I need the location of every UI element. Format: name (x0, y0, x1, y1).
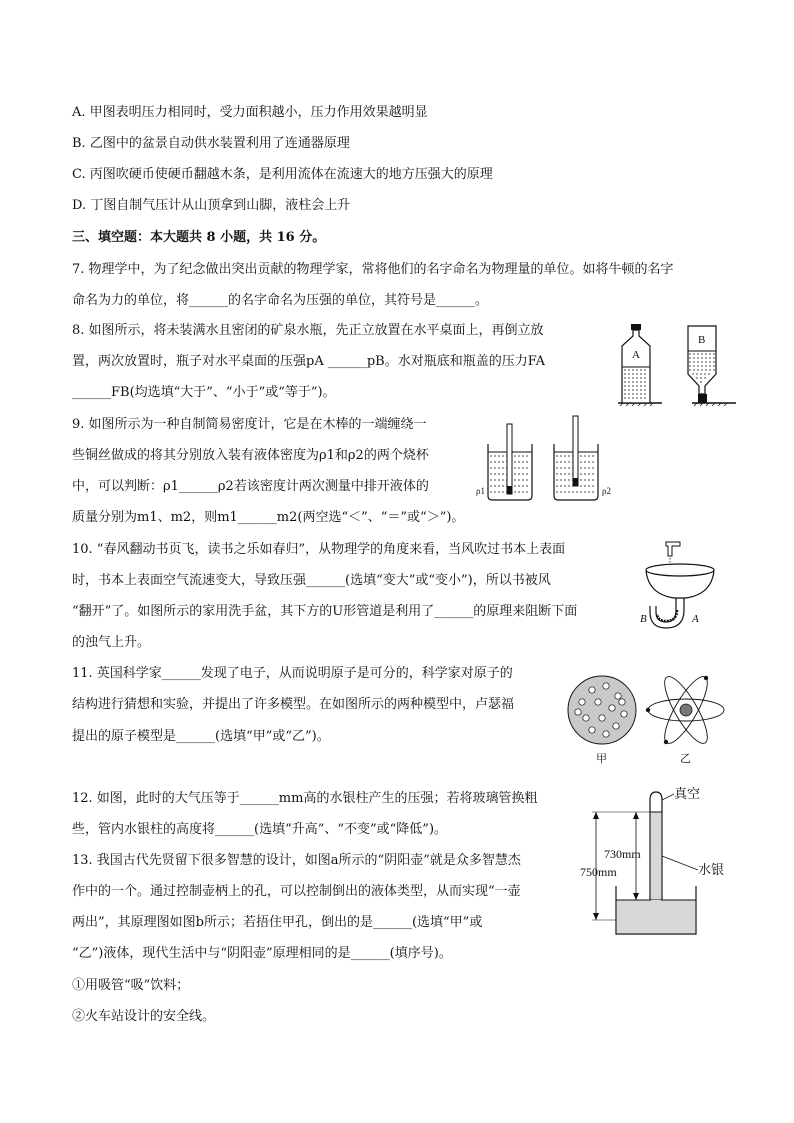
q9-line4: 质量分别为m1、m2，则m1______m2(两空选“＜”、“＝”或“＞”)。 (72, 510, 465, 525)
q8-line2: 置，两次放置时，瓶子对水平桌面的压强pA ______pB。水对瓶底和瓶盖的压力FA (72, 354, 545, 369)
q10-line1: 10. “春风翻动书页飞，读书之乐如春归”，从物理学的角度来看，当风吹过书本上表面 (72, 542, 566, 557)
hydrometer-figure (474, 414, 619, 504)
section-heading: 三、填空题：本大题共 8 小题，共 16 分。 (72, 230, 326, 245)
q11-line2: 结构进行猜想和实验，并提出了许多模型。在如图所示的两种模型中，卢瑟福 (72, 697, 515, 712)
basin-b-label: B (640, 613, 647, 625)
q13-line2: 作中的一个。通过控制壶柄上的孔，可以控制倒出的液体类型，从而实现“一壶 (72, 884, 521, 899)
q7-line1: 7. 物理学中，为了纪念做出突出贡献的物理学家，常将他们的名字命名为物理量的单位。如将牛顿的名字 (72, 262, 674, 277)
q13-option-1: ①用吸管“吸”饮料； (72, 978, 190, 993)
rho2-label: ρ2 (602, 486, 611, 496)
q13-option-2: ②火车站设计的安全线。 (72, 1009, 216, 1024)
q11-line1: 11. 英国科学家______发现了电子，从而说明原子是可分的，科学家对原子的 (72, 666, 513, 681)
q8-line3: ______FB(均选填“大于”、“小于”或“等于”)。 (72, 385, 336, 400)
bottle-b-label: B (698, 334, 706, 346)
barometer-figure (580, 782, 740, 942)
option-d: D. 丁图自制气压计从山顶拿到山脚，液柱会上升 (72, 198, 351, 213)
q10-line3: “翻开”了。如图所示的家用洗手盆，其下方的U形管道是利用了______的原理来阻断下面 (72, 604, 578, 619)
vacuum-label: 真空 (674, 786, 701, 801)
option-c: C. 丙图吹硬币使硬币翻越木条，是利用流体在流速大的地方压强大的原理 (72, 167, 493, 182)
q12-line1: 12. 如图，此时的大气压等于______mm高的水银柱产生的压强；若将玻璃管换粗 (72, 791, 538, 806)
q11-line3: 提出的原子模型是______(选填“甲”或“乙”)。 (72, 729, 330, 744)
q7-line2: 命名为力的单位，将______的名字命名为压强的单位，其符号是______。 (72, 293, 489, 308)
bottle-a-label: A (632, 349, 640, 361)
rho1-label: ρ1 (476, 486, 485, 496)
option-b: B. 乙图中的盆景自动供水装置利用了连通器原理 (72, 136, 350, 151)
atom-models-figure (562, 670, 730, 766)
q10-line4: 的浊气上升。 (72, 635, 151, 650)
basin-figure (640, 538, 720, 628)
mercury-label: 水银 (698, 862, 725, 877)
atom-jia-label: 甲 (596, 753, 607, 765)
bottles-figure (612, 320, 742, 412)
height-750-label: 750mm (580, 865, 617, 879)
option-a: A. 甲图表明压力相同时，受力面积越小，压力作用效果越明显 (72, 105, 428, 120)
q12-line2: 些，管内水银柱的高度将______(选填“升高”、“不变”或“降低”)。 (72, 822, 448, 837)
q9-line2: 些铜丝做成的将其分别放入装有液体密度为ρ1和ρ2的两个烧杯 (72, 448, 429, 463)
height-730-label: 730mm (604, 847, 641, 861)
q9-line3: 中，可以判断：ρ1______ρ2若该密度计两次测量中排开液体的 (72, 479, 429, 494)
basin-a-label: A (692, 613, 699, 625)
q13-line1: 13. 我国古代先贤留下很多智慧的设计，如图a所示的“阴阳壶”就是众多智慧杰 (72, 853, 521, 868)
atom-yi-label: 乙 (680, 753, 691, 765)
q9-line1: 9. 如图所示为一种自制简易密度计，它是在木棒的一端缠绕一 (72, 417, 427, 432)
q10-line2: 时，书本上表面空气流速变大，导致压强______(选填“变大”或“变小”)，所以书被风 (72, 573, 551, 588)
q13-line4: “乙”)液体，现代生活中与“阴阳壶”原理相同的是______(填序号)。 (72, 946, 452, 961)
q8-line1: 8. 如图所示，将未装满水且密闭的矿泉水瓶，先正立放置在水平桌面上，再倒立放 (72, 323, 544, 338)
q13-line3: 两出”，其原理图如图b所示；若捂住甲孔，倒出的是______(选填“甲”或 (72, 915, 483, 930)
